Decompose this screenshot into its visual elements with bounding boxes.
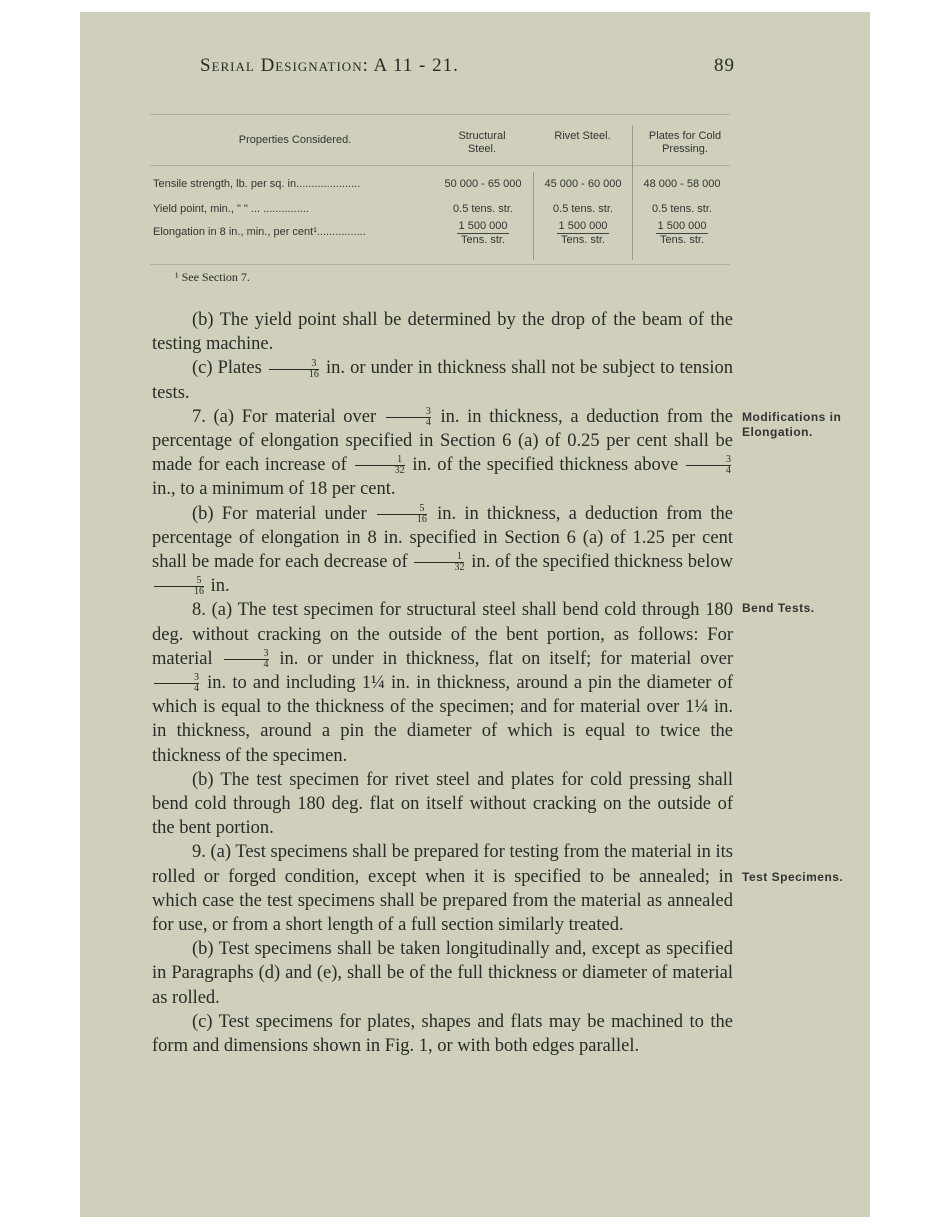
text-run: (b) For material under: [192, 503, 367, 524]
elongation-fraction: [557, 220, 610, 247]
running-header: [200, 55, 735, 85]
table-footnote: ¹ See Section 7.: [175, 270, 250, 284]
row-label-yield: Yield point, min., " " ... ...............: [153, 203, 309, 215]
margin-note-test-specimens: Test Specimens.: [742, 870, 844, 884]
paragraph-7b: [152, 502, 733, 599]
table-header-rivet: Rivet Steel.: [554, 130, 611, 142]
header-title: Serial Designation: A 11 - 21.: [200, 55, 459, 76]
fraction-numerator: 1 500 000: [558, 220, 608, 232]
col-divider-2: [632, 125, 633, 260]
cell-tensile-structural: 50 000 - 65 000: [444, 178, 522, 190]
cell-elongation-structural: [437, 220, 529, 247]
fraction-3-4: $\frac{3}{4}$: [686, 455, 731, 476]
fraction-denominator: Tens. str.: [659, 234, 705, 246]
fraction-3-4: $\frac{3}{4}$: [154, 673, 199, 694]
text-run: in. to and including 1¼ in. in thickness, around a pin the diameter of which is equal to the thickness of the specimen; and for material over 1¼ in. in thickness, around a pin the diameter of which is equal to twice the thickness of the specimen.: [152, 673, 734, 766]
fraction-1-32: $\frac{1}{32}$: [414, 552, 464, 573]
paragraph-9c: (c) Test specimens for plates, shapes and flats may be machined to the form and dimensions shown in Fig. 1, or with both edges parallel.: [152, 1011, 733, 1057]
col-divider-1: [533, 172, 534, 260]
fraction-numerator: 1 500 000: [458, 220, 508, 232]
fraction-denominator: Tens. str.: [560, 234, 606, 246]
row-label-tensile: Tensile strength, lb. per sq. in.....................: [153, 178, 361, 190]
elongation-fraction: [457, 220, 510, 247]
table-bottom-rule: [150, 264, 730, 265]
fraction-1-32: $\frac{1}{32}$: [355, 455, 405, 476]
cell-elongation-plates: [636, 220, 728, 247]
fraction-3-4: $\frac{3}{4}$: [386, 407, 431, 428]
paragraph-7a: [152, 405, 733, 502]
margin-note-modifications: Modifications in Elongation.: [742, 410, 842, 439]
table-top-rule: [150, 114, 730, 115]
table-header-properties: Properties Considered.: [238, 134, 352, 146]
body-text: [152, 308, 733, 1058]
text-run: 8. (a) The test specimen for structural steel shall bend cold through 180 deg. without cracking on the outside of the bent portion, as follows: For material: [152, 600, 733, 669]
text-run: in.: [210, 576, 230, 597]
table-header-structural: Structural Steel.: [458, 130, 506, 155]
paragraph-9b: (b) Test specimens shall be taken longitudinally and, except as specified in Paragraphs (d) and (e), shall be of the full thickness or diameter of material as rolled.: [152, 939, 733, 1008]
text-run: in. in thickness, a deduction from the percentage of elongation in 8 in. specified in Section 6 (a) of 1.25 per cent shall be made for each decrease of: [152, 503, 734, 573]
paragraph-8b: (b) The test specimen for rivet steel and plates for cold pressing shall bend cold through 180 deg. flat on itself without cracking on the outside of the bent portion.: [152, 769, 733, 839]
fraction-5-16: $\frac{5}{16}$: [154, 576, 204, 597]
paragraph-6b: (b) The yield point shall be determined by the drop of the beam of the testing machine.: [152, 310, 733, 355]
cell-yield-plates: 0.5 tens. str.: [652, 203, 712, 215]
paragraph-6c: [152, 356, 733, 404]
text-run: in., to a minimum of 18 per cent.: [152, 479, 396, 500]
fraction-3-16: $\frac{3}{16}$: [269, 359, 319, 380]
elongation-fraction: [656, 220, 709, 247]
table-header-rule: [150, 165, 730, 166]
fraction-3-4: $\frac{3}{4}$: [224, 649, 269, 670]
margin-note-bend-tests: Bend Tests.: [742, 601, 815, 615]
text-run: in. in thickness, a deduction from the percentage of elongation specified in Section 6 (a) of 0.25 per cent shall be made for each increase of: [152, 406, 734, 476]
cell-tensile-rivet: 45 000 - 60 000: [544, 178, 622, 190]
fraction-denominator: Tens. str.: [460, 234, 506, 246]
text-run: in. or under in thickness shall not be subject to tension tests.: [152, 358, 734, 403]
text-run: in. or under in thickness, flat on itself; for material over: [279, 648, 734, 669]
cell-tensile-plates: 48 000 - 58 000: [643, 178, 721, 190]
paragraph-8a: [152, 598, 733, 767]
cell-yield-rivet: 0.5 tens. str.: [553, 203, 613, 215]
fraction-numerator: 1 500 000: [657, 220, 707, 232]
fraction-5-16: $\frac{5}{16}$: [377, 504, 427, 525]
text-run: 7. (a) For material over: [192, 406, 377, 427]
cell-elongation-rivet: [537, 220, 629, 247]
row-label-elongation: Elongation in 8 in., min., per cent¹................: [153, 226, 366, 238]
text-run: (c) Plates: [192, 358, 262, 379]
text-run: in. of the specified thickness above: [412, 455, 679, 476]
page-number: 89: [714, 55, 735, 76]
cell-yield-structural: 0.5 tens. str.: [453, 203, 513, 215]
paragraph-9a: 9. (a) Test specimens shall be prepared for testing from the material in its rolled or forged condition, except when it is specified to be annealed; in which case the test specimens shall be prepared from the material as annealed for use, or from a short length of a full section similarly treated.: [152, 842, 733, 936]
table-header-plates: Plates for Cold Pressing.: [648, 130, 722, 155]
text-run: in. of the specified thickness below: [471, 552, 733, 573]
